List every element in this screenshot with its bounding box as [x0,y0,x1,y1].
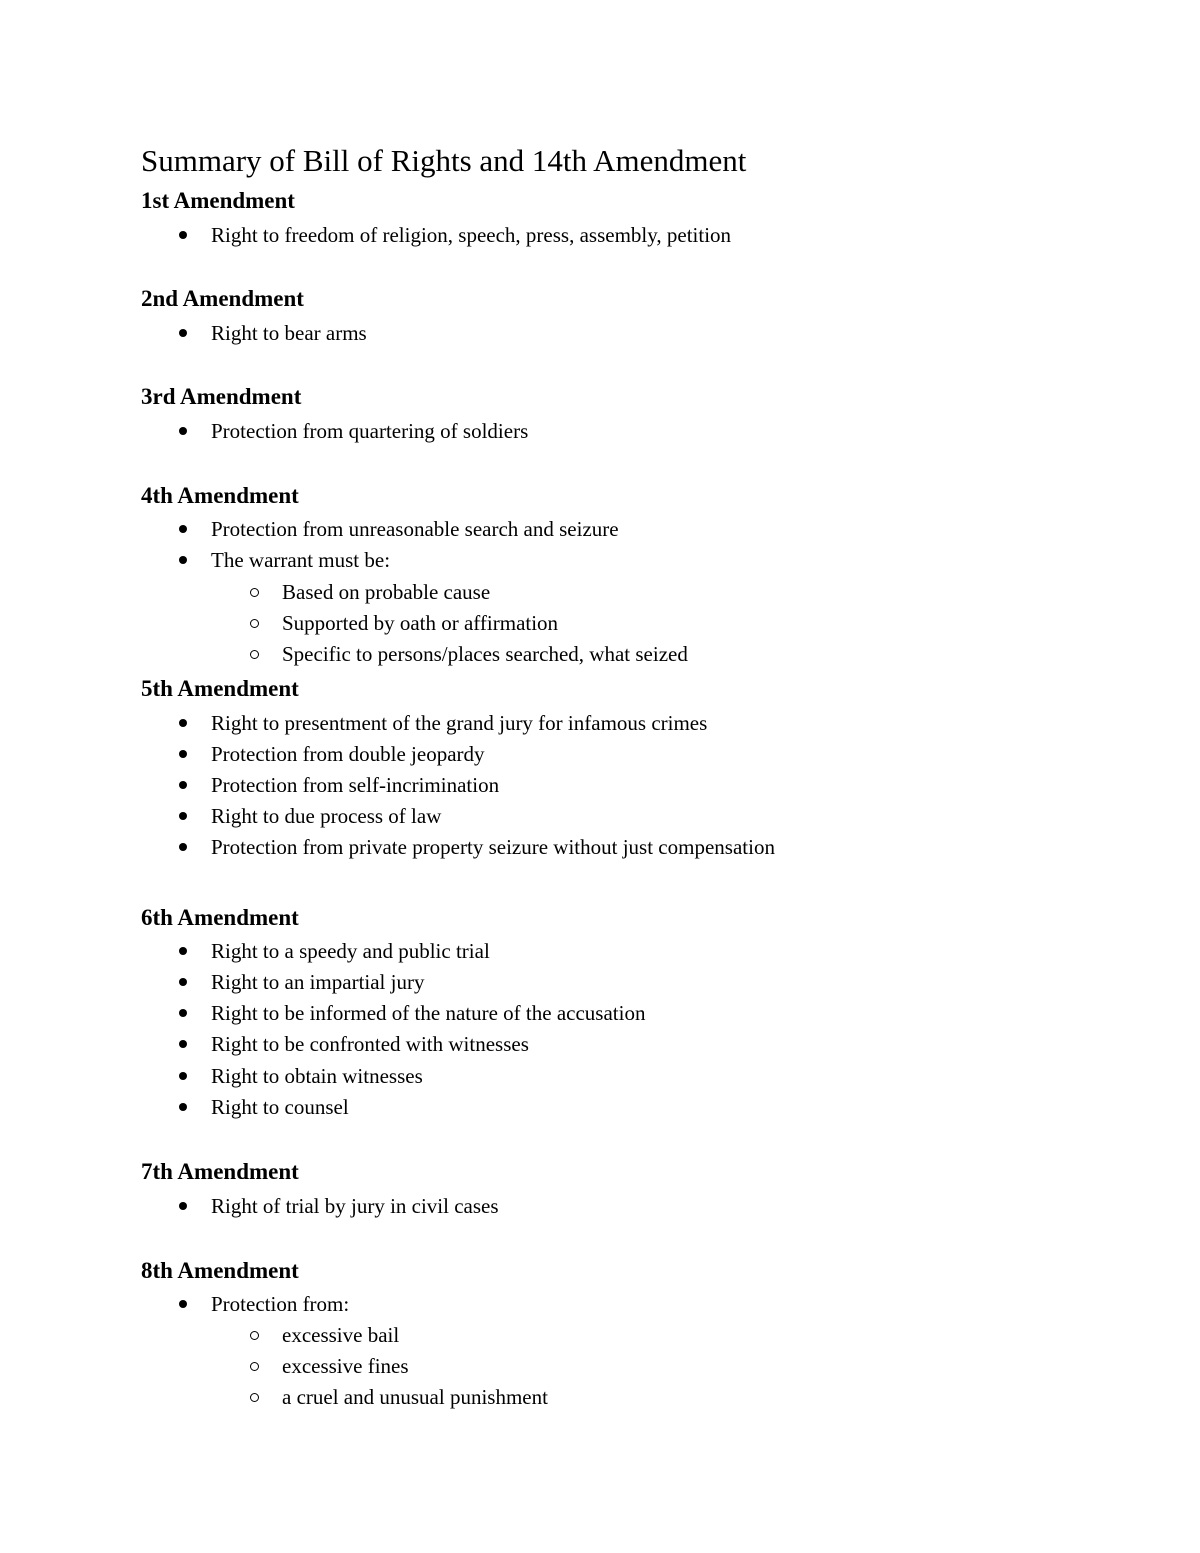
section-heading-4th-amendment: 4th Amendment [141,483,299,508]
section-heading-8th-amendment: 8th Amendment [141,1258,299,1283]
bullet-disc-icon [179,556,187,564]
list-item: Right to be confronted with witnesses [211,1032,529,1056]
sub-list-item: Specific to persons/places searched, what seized [282,642,688,666]
bullet-circle-icon [250,1362,259,1371]
bullet-disc-icon [179,329,187,337]
bullet-disc-icon [179,843,187,851]
list-item: Protection from: [211,1292,350,1316]
section-heading-2nd-amendment: 2nd Amendment [141,286,304,311]
list-item: Right of trial by jury in civil cases [211,1194,499,1218]
section-heading-7th-amendment: 7th Amendment [141,1159,299,1184]
list-item: The warrant must be: [211,548,391,572]
bullet-disc-icon [179,719,187,727]
bullet-disc-icon [179,1040,187,1048]
section-heading-5th-amendment: 5th Amendment [141,676,299,701]
bullet-circle-icon [250,650,259,659]
list-item: Right to obtain witnesses [211,1064,423,1088]
bullet-disc-icon [179,781,187,789]
list-item: Right to an impartial jury [211,970,425,994]
section-heading-1st-amendment: 1st Amendment [141,188,295,213]
bullet-circle-icon [250,588,259,597]
list-item: Right to a speedy and public trial [211,939,490,963]
bullet-disc-icon [179,1202,187,1210]
list-item: Right to be informed of the nature of the accusation [211,1001,646,1025]
list-item: Right to counsel [211,1095,349,1119]
bullet-disc-icon [179,1300,187,1308]
bullet-disc-icon [179,750,187,758]
list-item: Protection from quartering of soldiers [211,419,529,443]
bullet-disc-icon [179,525,187,533]
list-item: Protection from private property seizure without just compensation [211,835,775,859]
sub-list-item: Supported by oath or affirmation [282,611,559,635]
section-heading-6th-amendment: 6th Amendment [141,905,299,930]
bullet-disc-icon [179,1103,187,1111]
sub-list-item: Based on probable cause [282,580,491,604]
sub-list-item: excessive bail [282,1323,400,1347]
list-item: Right to due process of law [211,804,442,828]
bullet-disc-icon [179,812,187,820]
bullet-disc-icon [179,947,187,955]
bullet-circle-icon [250,1393,259,1402]
document-title: Summary of Bill of Rights and 14th Amendment [141,143,747,178]
bullet-disc-icon [179,978,187,986]
list-item: Right to freedom of religion, speech, press, assembly, petition [211,223,732,247]
list-item: Right to presentment of the grand jury for infamous crimes [211,711,708,735]
bullet-circle-icon [250,1331,259,1340]
section-heading-3rd-amendment: 3rd Amendment [141,384,302,409]
bullet-circle-icon [250,619,259,628]
bullet-disc-icon [179,427,187,435]
list-item: Right to bear arms [211,321,367,345]
list-item: Protection from unreasonable search and seizure [211,517,619,541]
sub-list-item: excessive fines [282,1354,409,1378]
list-item: Protection from double jeopardy [211,742,485,766]
list-item: Protection from self-incrimination [211,773,500,797]
sub-list-item: a cruel and unusual punishment [282,1385,548,1409]
bullet-disc-icon [179,1072,187,1080]
bullet-disc-icon [179,231,187,239]
bullet-disc-icon [179,1009,187,1017]
